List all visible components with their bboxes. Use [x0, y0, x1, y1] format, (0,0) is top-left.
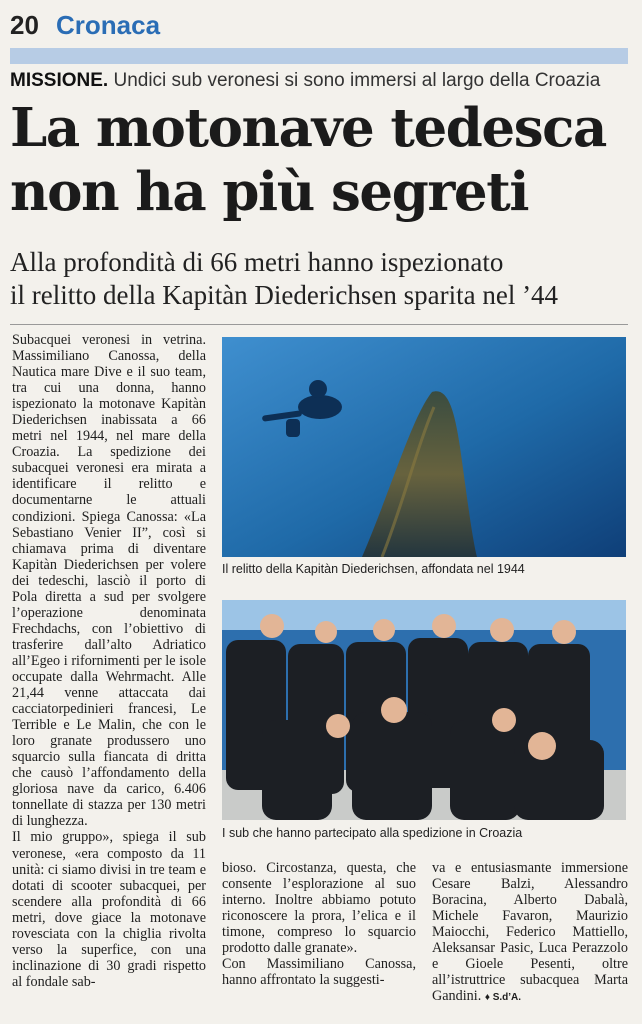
section-band: [10, 48, 628, 64]
article-column-3: [432, 860, 628, 1006]
subhead-line-2: il relitto della Kapitàn Diederichsen sparita nel ’44: [10, 280, 559, 310]
paragraph: bioso. Circostanza, questa, che consente l’esplorazione al suo interno. Inoltre abbiamo potuto riconoscere la prora, l’elica e il timone, compreso lo squarcio prodotto dalle granate».: [222, 860, 416, 957]
subheadline: [10, 246, 630, 312]
divider: [10, 324, 628, 325]
paragraph: Con Massimiliano Canossa, hanno affrontato la suggesti-: [222, 956, 416, 989]
section-title: Cronaca: [56, 10, 161, 40]
signature: ♦ S.d’A.: [484, 992, 522, 1004]
wreck-illustration: [222, 337, 626, 557]
wreck-photo: [222, 337, 626, 557]
headline-line-1: La motonave tedesca: [10, 97, 606, 159]
article-column-2: [222, 860, 416, 988]
headline-line-2: non ha più segreti: [10, 161, 529, 223]
group-photo: [222, 600, 626, 820]
paragraph: Subacquei veronesi in vetrina. Massimiliano Canossa, della Nautica mare Dive e il suo team, tra cui una donna, hanno ispezionato la motonave Kapitàn Diederichsen inabissata a 66 metri nel 1944, nel mare della Croazia. La spedizione dei subacquei veronesi era mirata a identificare il relitto e documentarne le attuali condizioni. Spiega Canossa: «La Sebastiano Venier II”, così si chiamava prima di diventare Kapitàn Diederichsen per volere dei tedeschi, lasciò il porto di Pola diretta a sud per svolgere l’operazione denominata Frechdachs, con l’obiettivo di trasferire dall’alto Adriatico all’Egeo i rifornimenti per le isole occupate dalla Wehrmacht. Alle 21,44 venne attaccata dai cacciatorpedinieri francesi, Le Terrible e Le Malin, che con le loro granate produssero uno squarcio sulla fiancata di dritta che causò l’affondamento della gloriosa nave da carico, 6.406 tonnellate di stazza per 130 metri di lunghezza.: [12, 332, 206, 830]
article-column-1: [12, 332, 206, 990]
kicker: [10, 70, 600, 92]
subhead-line-1: Alla profondità di 66 metri hanno ispezionato: [10, 247, 504, 277]
kicker-text: Undici sub veronesi si sono immersi al largo della Croazia: [108, 70, 601, 91]
photo-caption-group: I sub che hanno partecipato alla spedizione in Croazia: [222, 826, 523, 840]
divers-group-illustration: [222, 600, 626, 820]
photo-caption-wreck: Il relitto della Kapitàn Diederichsen, affondata nel 1944: [222, 562, 525, 576]
paragraph: [432, 860, 628, 1006]
paragraph-text: va e entusiasmante immersione Cesare Balzi, Alessandro Boracina, Alberto Dabalà, Michele Favaron, Maurizio Maiocchi, Federico Mattiello, Aleksansar Pasic, Luca Perazzolo e Gioele Pesenti, oltre all’istruttrice subacquea Marta Gandini.: [432, 860, 628, 1005]
kicker-label: MISSIONE.: [10, 70, 109, 91]
page-number: 20: [10, 10, 39, 40]
paragraph: Il mio gruppo», spiega il sub veronese, «era composto da 11 unità: ci siamo divisi in tre team e dotati di scooter subacquei, per scendere alla profondità di 66 metri, dove giace la motonave rovesciata con la chiglia rivolta verso la superfice, con una inclinazione di 30 gradi rispetto al fondale sab-: [12, 829, 206, 990]
headline: [10, 96, 630, 224]
